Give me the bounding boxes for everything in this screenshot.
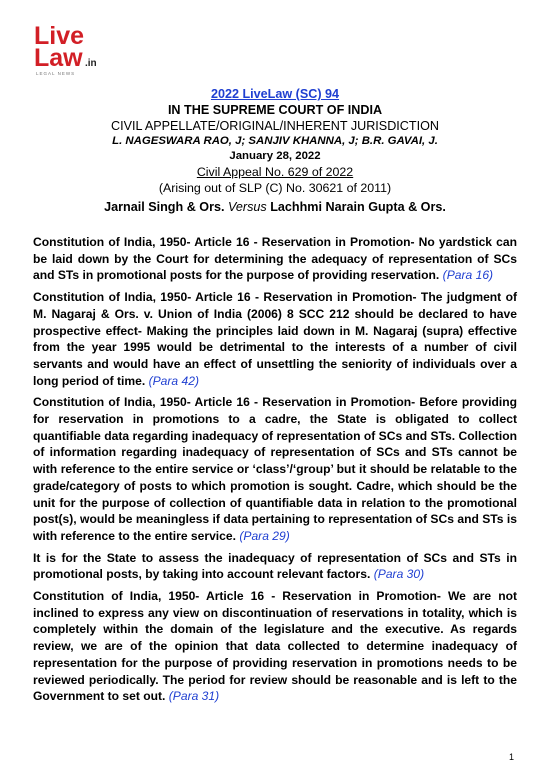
appeal-number: Civil Appeal No. 629 of 2022	[196, 165, 354, 179]
versus-label: Versus	[227, 200, 267, 214]
judgment-header	[30, 86, 520, 215]
judgment-date: January 28, 2022	[229, 150, 321, 162]
livelaw-logo-graphic	[34, 22, 134, 78]
page-number: 1	[508, 752, 514, 762]
logo-line1: Live	[34, 22, 85, 50]
headnote-paragraph	[33, 289, 517, 389]
para-reference: (Para 31)	[168, 689, 220, 704]
para-reference: (Para 16)	[442, 268, 494, 283]
para-reference: (Para 29)	[239, 528, 290, 543]
headnote-paragraph	[33, 550, 517, 583]
headnote-text: Constitution of India, 1950- Article 16 - Reservation in Promotion- The judgment of M. Nagaraj & Ors. v. Union of India (2006) 8 SCC 212 should be declared to have prospective effect- Making the principles laid down in M. Nagaraj (supra) effective from the year 1995 would be detrimental to the interests of a number of civil servants and would have an effect of unsettling the seniority of individuals over a long period of time.	[33, 290, 517, 388]
logo-tagline: LEGAL NEWS	[36, 71, 76, 76]
arising-out-of: (Arising out of SLP (C) No. 30621 of 2011)	[158, 181, 392, 195]
para-reference: (Para 42)	[148, 373, 199, 388]
logo-line2: Law	[34, 44, 83, 72]
logo-suffix: .in	[85, 58, 97, 69]
headnote-paragraph	[33, 234, 517, 284]
case-parties	[30, 199, 520, 215]
headnote-text: Constitution of India, 1950- Article 16 - Reservation in Promotion- No yardstick can be laid down by the Court for determining the adequacy of representation of SCs and STs in promotional posts for the purpose of providing reservation.	[33, 235, 517, 283]
headnote-text: It is for the State to assess the inadequacy of representation of SCs and STs in promotional posts, by taking into account relevant factors.	[33, 550, 517, 582]
headnotes	[33, 234, 517, 710]
bench: L. NAGESWARA RAO, J; SANJIV KHANNA, J; B.R. GAVAI, J.	[112, 135, 438, 147]
headnote-paragraph	[33, 588, 517, 705]
party-appellant: Jarnail Singh & Ors.	[104, 200, 225, 214]
party-respondent: Lachhmi Narain Gupta & Ors.	[270, 200, 446, 214]
livelaw-logo	[34, 22, 134, 78]
headnote-text: Constitution of India, 1950- Article 16 - Reservation in Promotion- We are not inclined to express any view on discontinuation of reservations in totality, which is completely within the domain of the legislature and the executive. As regards review, we are of the opinion that data collected to determine inadequacy of representation for the purpose of providing reservation in promotions needs to be reviewed periodically. The period for review should be reasonable and is left to the Government to set out.	[33, 589, 517, 704]
headnote-paragraph	[33, 394, 517, 544]
jurisdiction: CIVIL APPELLATE/ORIGINAL/INHERENT JURISDICTION	[111, 119, 439, 133]
citation-link[interactable]: 2022 LiveLaw (SC) 94	[210, 87, 340, 101]
court-name: IN THE SUPREME COURT OF INDIA	[167, 103, 383, 117]
para-reference: (Para 30)	[373, 567, 425, 582]
headnote-text: Constitution of India, 1950- Article 16 - Reservation in Promotion- Before providing for reservation in promotions to a cadre, the State is obligated to collect quantifiable data regarding inadequacy of representation of SCs and STs. Collection of information regarding inadequacy of representation of SCs and STs cannot be with reference to the entire service or ‘class’/‘group’ but it should be relatable to the grade/category of posts to which promotion is sought. Cadre, which should be the unit for the purpose of collection of quantifiable data in relation to the promotional post(s), would be meaningless if data pertaining to representation of SCs and STs is with reference to the entire service.	[33, 395, 517, 543]
